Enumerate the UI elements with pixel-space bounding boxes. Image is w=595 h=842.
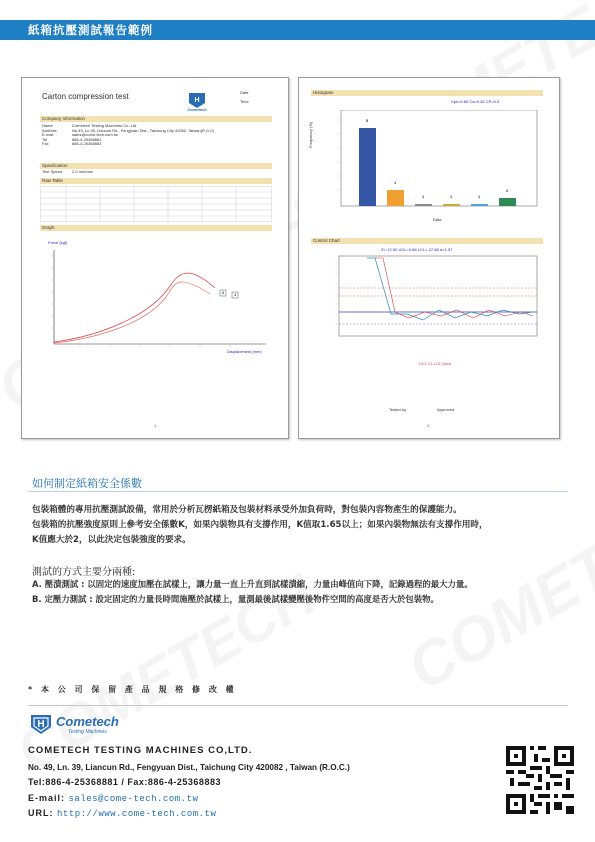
method-b: B. 定壓力測試 : 設定固定的力量長時間施壓於試樣上，量測最後試樣變壓後物件空間的高度是否大於包裝物。 [32,594,439,604]
graph-mark-1: 1 [234,292,237,297]
url-row [28,808,216,819]
rights-notice: * 本 公 司 保 留 產 品 規 格 修 改 權 [28,685,237,694]
histogram-bar-label: 5 [366,118,369,123]
svg-text:H: H [37,719,45,730]
page-number: 2 [427,423,430,428]
histogram-section: Histogram [311,90,543,96]
cometech-logo-icon [28,713,54,737]
report-time-label: Time [240,99,249,104]
graph-mark-2: 2 [222,290,225,295]
graph-section: Graph [40,225,272,231]
footer-brand: Cometech [56,714,119,729]
specification-section: Specification [40,163,272,169]
footer-brand-sub: Testing Machines [68,729,107,735]
report-page-1 [21,77,289,439]
histogram-y-label: Frequency (%) [308,121,313,148]
url-link[interactable]: http://www.come-tech.com.tw [57,809,217,819]
method-a: A. 壓潰測試 : 以固定的速度加壓在試樣上，讓力量一直上升直到試樣潰縮，力量由峰值向下降，記錄過程的最大力量。 [32,579,473,589]
email-row [28,793,198,804]
control-chart-legend: UCL CL LCL Data [419,361,451,366]
row-value: Cometech Testing Machines Co.,Ltd. [72,123,138,128]
test-speed-row [42,170,93,175]
row-label: Tel [42,136,48,142]
graph-y-label: Force (kgf) [48,240,68,245]
graph-x-label: Displacement (mm) [227,349,262,354]
report-title: Carton compression test [42,92,129,101]
company-info-list [42,124,272,147]
report-page-2 [298,77,560,439]
svg-text:H: H [194,97,200,104]
histogram-bar-label: 1 [394,180,397,185]
row-label: Fax [42,141,49,147]
row-label: Address [42,127,57,133]
control-chart [325,254,541,354]
control-chart-section: Control Chart [311,238,543,244]
company-info-section: Company Information [40,116,272,122]
footer-logo [28,713,138,739]
methods-heading: 測試的方式主要分兩種: [32,567,136,578]
intro-line-3: K值應大於2，以此決定包裝強度的要求。 [32,535,191,545]
safety-factor-heading: 如何制定紙箱安全係數 [32,477,142,490]
control-chart-formula: X̄=-12.00 UCL=3.68 LCL=-27.68 σ=1.57 [381,247,453,252]
section-divider [28,491,568,492]
force-displacement-graph [40,246,272,356]
test-speed-value: 2.0 mm/min [72,169,93,174]
qr-code[interactable] [506,746,574,814]
report-logo-text: Cometech [187,107,207,112]
company-fax-row [42,142,272,147]
histogram-bar-label: 1 [422,194,425,199]
page-number: 1 [154,423,157,428]
row-value: 886-4-25368883 [72,141,102,147]
histogram-bar-label: 1 [478,194,481,199]
company-address: No. 49, Ln. 39, Liancun Rd., Fengyuan Dist., Taichung City 420082 , Taiwan (R.O.C.) [28,763,350,772]
histogram-chart [323,110,543,210]
test-speed-label: Test Speed [42,169,63,174]
histogram-x-label: Data [433,217,442,222]
header-bar [0,20,595,40]
tested-by-label: Tested by [389,407,407,412]
url-label: URL: [28,808,54,818]
email-link[interactable]: sales@come-tech.com.tw [68,794,199,804]
company-name: COMETECH TESTING MACHINES CO,LTD. [28,745,253,756]
histogram-bar-label: 2 [506,188,509,193]
footer-divider [28,705,568,706]
intro-line-1: 包裝箱體的專用抗壓測試設備，常用於分析瓦楞紙箱及包裝材料承受外加負荷時，對包裝內容物產生的保護能力。 [32,505,462,515]
company-tel-fax: Tel:886-4-25368881 / Fax:886-4-25368883 [28,777,221,787]
report-logo [182,92,212,114]
intro-line-2: 包裝箱的抗壓強度原則上參考安全係數K，如果內裝物具有支撐作用，K值取1.65以上；如果內裝物無法有支撐作用時， [32,520,488,530]
histogram-legend: Cpk=0.80 Ca=0.26 CP=0.3 [451,99,500,104]
row-value: 886-4-25368881 [72,136,102,142]
report-date-label: Date [240,90,249,95]
approved-by-label: Approved [437,407,455,412]
histogram-bar-label: 1 [450,194,453,199]
row-label: Name [42,123,53,128]
row-label: E-mail [42,132,54,138]
email-label: E-mail: [28,793,66,803]
page-title: 紙箱抗壓測試報告範例 [28,23,153,37]
raw-table-section: Raw Table [40,178,272,184]
raw-table-grid [40,186,272,222]
row-value: sales@come-tech.com.tw [72,132,118,138]
row-value: No.49, Ln.39, Liancun Rd., Fengyuan Dist., Taichung City 42082, Taiwan(R.O.C) [72,127,215,133]
